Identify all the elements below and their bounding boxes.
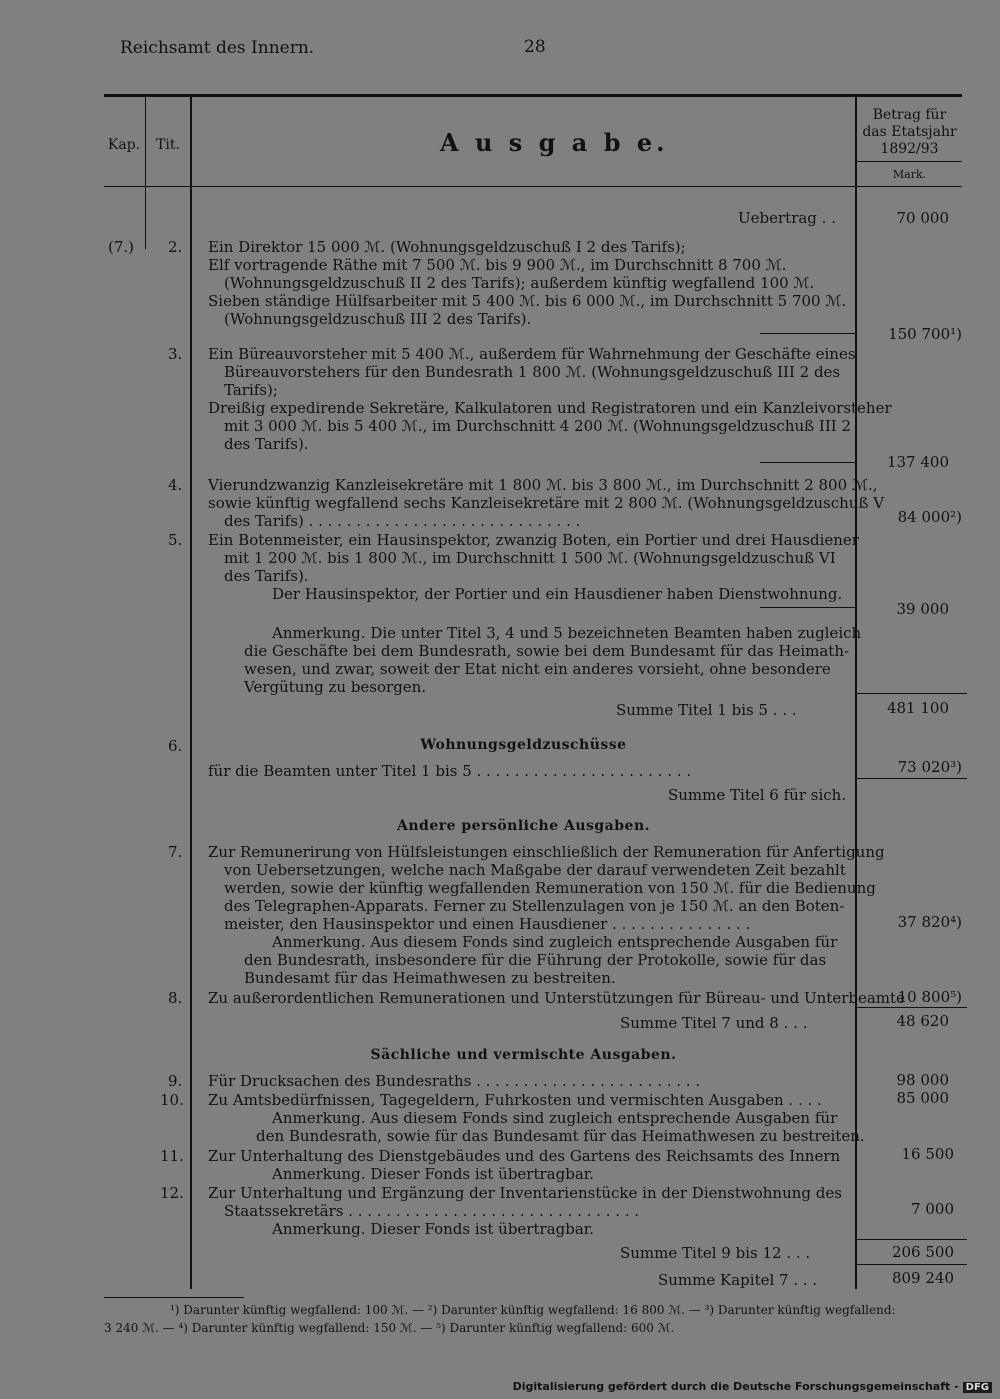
titel-9-amount: 98 000 <box>896 1071 949 1089</box>
section-heading-saechliche: Sächliche und vermischte Ausgaben. <box>370 1047 677 1063</box>
titel-6-line: für die Beamten unter Titel 1 bis 5 . . . . . . . . . . . . . . . . . . . . . . . <box>208 762 692 780</box>
titel-4-line: Vierundzwanzig Kanzleisekretäre mit 1 800 ℳ. bis 3 800 ℳ., im Durchschnitt 2 800 ℳ., <box>208 476 878 494</box>
table-title: A u s g a b e. <box>440 128 669 157</box>
titel-5-bracket-rule <box>760 607 855 608</box>
titel-8-no: 8. <box>168 989 183 1007</box>
titel-2-line: Ein Direktor 15 000 ℳ. (Wohnungsgeldzuschuß I 2 des Tarifs); <box>208 238 686 256</box>
sum-titel-6-label: Summe Titel 6 für sich. <box>668 786 847 804</box>
titel-11-line: Zur Unterhaltung des Dienstgebäudes und des Gartens des Reichsamts des Innern <box>208 1147 841 1165</box>
anmerkung-line: die Geschäfte bei dem Bundesrath, sowie bei dem Bundesamt für das Heimath- <box>244 642 850 660</box>
titel-11-amount: 16 500 <box>901 1145 954 1163</box>
running-head: Reichsamt des Innern. <box>120 38 315 58</box>
titel-7-line: des Telegraphen-Apparats. Ferner zu Stellenzulagen von je 150 ℳ. an den Boten- <box>224 897 845 915</box>
titel-7-line: von Uebersetzungen, welche nach Maßgabe der darauf verwendeten Zeit bezahlt <box>224 861 846 879</box>
sum-kapitel-label: Summe Kapitel 7 . . . <box>658 1271 818 1289</box>
titel-4-line: des Tarifs) . . . . . . . . . . . . . . . . . . . . . . . . . . . . . <box>224 512 581 530</box>
sum-rule <box>857 1007 967 1008</box>
sum-titel-7-8-label: Summe Titel 7 und 8 . . . <box>620 1014 808 1032</box>
sum-kapitel-amount: 809 240 <box>891 1269 954 1287</box>
sum-rule <box>857 1239 967 1240</box>
titel-10-no: 10. <box>160 1091 184 1109</box>
titel-3-line: Tarifs); <box>224 381 278 399</box>
titel-12-no: 12. <box>160 1184 184 1202</box>
titel-7-anmerkung: Bundesamt für das Heimathwesen zu bestreiten. <box>244 969 616 987</box>
anmerkung-line: wesen, und zwar, soweit der Etat nicht ein anderes vorsieht, ohne besondere <box>244 660 831 678</box>
top-rule-thick <box>104 94 962 97</box>
titel-10-anmerkung: Anmerkung. Aus diesem Fonds sind zugleich entsprechende Ausgaben für <box>272 1109 838 1127</box>
titel-10-line: Zu Amtsbedürfnissen, Tagegeldern, Fuhrkosten und vermischten Ausgaben . . . . <box>208 1091 822 1109</box>
titel-2-line: Elf vortragende Räthe mit 7 500 ℳ. bis 9 900 ℳ., im Durchschnitt 8 700 ℳ. <box>208 256 787 274</box>
titel-2-no: 2. <box>168 238 183 256</box>
titel-3-line: Dreißig expedirende Sekretäre, Kalkulatoren und Registratoren und ein Kanzleivorsteher <box>208 399 892 417</box>
sum-titel-9-12-amount: 206 500 <box>891 1243 954 1261</box>
titel-7-line: Zur Remunerirung von Hülfsleistungen einschließlich der Remuneration für Anfertigung <box>208 843 885 861</box>
sum-titel-1-5-label: Summe Titel 1 bis 5 . . . <box>616 701 797 719</box>
titel-3-line: des Tarifs). <box>224 435 309 453</box>
footnote-line: 3 240 ℳ. — ⁴) Darunter künftig wegfallend: 150 ℳ. — ⁵) Darunter künftig wegfallend: 600 ℳ. <box>104 1321 675 1335</box>
kapitel-number: (7.) <box>108 238 135 256</box>
titel-3-no: 3. <box>168 345 183 363</box>
col-head-betrag-1: Betrag für <box>872 107 947 123</box>
sum-rule <box>857 693 967 694</box>
titel-2-line: (Wohnungsgeldzuschuß III 2 des Tarifs). <box>224 310 532 328</box>
titel-10-amount: 85 000 <box>896 1089 949 1107</box>
section-heading-wohnungsgeld: Wohnungsgeldzuschüsse <box>420 737 627 753</box>
titel-5-line: Ein Botenmeister, ein Hausinspektor, zwanzig Boten, ein Portier und drei Hausdiener <box>208 531 859 549</box>
uebertrag-amount: 70 000 <box>896 209 949 227</box>
col-head-tit: Tit. <box>156 137 180 153</box>
titel-2-line: Sieben ständige Hülfsarbeiter mit 5 400 ℳ. bis 6 000 ℳ., im Durchschnitt 5 700 ℳ. <box>208 292 847 310</box>
titel-12-line: Staatssekretärs . . . . . . . . . . . . . . . . . . . . . . . . . . . . . . . <box>224 1202 640 1220</box>
titel-8-amount: 10 800⁵) <box>897 988 962 1006</box>
titel-2-bracket-rule <box>760 333 855 334</box>
page-number: 28 <box>524 37 546 57</box>
sum-titel-1-5-amount: 481 100 <box>886 699 949 717</box>
sum-rule <box>857 778 967 779</box>
titel-12-amount: 7 000 <box>911 1200 954 1218</box>
titel-3-line: mit 3 000 ℳ. bis 5 400 ℳ., im Durchschnitt 4 200 ℳ. (Wohnungsgeldzuschuß III 2 <box>224 417 852 435</box>
titel-5-line: mit 1 200 ℳ. bis 1 800 ℳ., im Durchschnitt 1 500 ℳ. (Wohnungsgeldzuschuß VI <box>224 549 836 567</box>
titel-4-no: 4. <box>168 476 183 494</box>
titel-2-amount: 150 700¹) <box>888 325 962 343</box>
titel-7-anmerkung: den Bundesrath, insbesondere für die Führung der Protokolle, sowie für das <box>244 951 827 969</box>
anmerkung-line: Vergütung zu besorgen. <box>244 678 427 696</box>
titel-5-line: Der Hausinspektor, der Portier und ein Hausdiener haben Dienstwohnung. <box>272 585 843 603</box>
titel-2-line: (Wohnungsgeldzuschuß II 2 des Tarifs); außerdem künftig wegfallend 100 ℳ. <box>224 274 815 292</box>
col-head-kap: Kap. <box>107 137 141 153</box>
titel-7-amount: 37 820⁴) <box>897 913 962 931</box>
col-head-betrag-2: das Etatsjahr <box>862 124 957 140</box>
titel-7-line: meister, den Hausinspektor und einen Hausdiener . . . . . . . . . . . . . . . <box>224 915 751 933</box>
betrag-head-rule <box>857 161 962 162</box>
titel-9-no: 9. <box>168 1072 183 1090</box>
col-head-betrag-3: 1892/93 <box>880 141 939 157</box>
titel-7-anmerkung: Anmerkung. Aus diesem Fonds sind zugleich entsprechende Ausgaben für <box>272 933 838 951</box>
titel-10-anmerkung: den Bundesrath, sowie für das Bundesamt für das Heimathwesen zu bestreiten. <box>256 1127 865 1145</box>
col-divider-tit <box>190 97 192 1289</box>
dfg-credit-text: Digitalisierung gefördert durch die Deutsche Forschungsgemeinschaft - <box>512 1380 959 1393</box>
titel-6-no: 6. <box>168 737 183 755</box>
titel-8-line: Zu außerordentlichen Remunerationen und Unterstützungen für Büreau- und Unterbeamte <box>208 989 905 1007</box>
sum-rule <box>857 1264 967 1265</box>
titel-9-line: Für Drucksachen des Bundesraths . . . . . . . . . . . . . . . . . . . . . . . . <box>208 1072 701 1090</box>
footnote-line: ¹) Darunter künftig wegfallend: 100 ℳ. — ²) Darunter künftig wegfallend: 16 800 ℳ. — ³) Darunter künftig wegfallend: <box>170 1303 896 1317</box>
titel-5-no: 5. <box>168 531 183 549</box>
head-bottom-rule <box>104 186 962 187</box>
titel-3-bracket-rule <box>760 462 855 463</box>
sum-titel-7-8-amount: 48 620 <box>896 1012 949 1030</box>
titel-11-no: 11. <box>160 1147 184 1165</box>
titel-6-amount: 73 020³) <box>897 758 962 776</box>
titel-12-line: Anmerkung. Dieser Fonds ist übertragbar. <box>272 1220 595 1238</box>
titel-4-amount: 84 000²) <box>897 508 962 526</box>
dfg-logo: DFG <box>963 1382 992 1393</box>
col-divider-kap <box>145 97 146 249</box>
titel-7-no: 7. <box>168 843 183 861</box>
section-heading-andere: Andere persönliche Ausgaben. <box>396 818 651 834</box>
titel-7-line: werden, sowie der künftig wegfallenden Remuneration von 150 ℳ. für die Bedienung <box>224 879 876 897</box>
table-bottom-rule <box>104 1297 244 1298</box>
col-head-mark: Mark. <box>892 168 927 181</box>
titel-5-amount: 39 000 <box>896 600 949 618</box>
uebertrag-label: Uebertrag . . <box>738 209 836 227</box>
titel-3-line: Ein Büreauvorsteher mit 5 400 ℳ., außerdem für Wahrnehmung der Geschäfte eines <box>208 345 856 363</box>
titel-4-line: sowie künftig wegfallend sechs Kanzleisekretäre mit 2 800 ℳ. (Wohnungsgeldzuschuß V <box>208 494 885 512</box>
titel-3-amount: 137 400 <box>886 453 949 471</box>
titel-5-line: des Tarifs). <box>224 567 309 585</box>
dfg-credit <box>513 1380 992 1393</box>
titel-3-line: Büreauvorstehers für den Bundesrath 1 800 ℳ. (Wohnungsgeldzuschuß III 2 des <box>224 363 841 381</box>
titel-11-line: Anmerkung. Dieser Fonds ist übertragbar. <box>272 1165 595 1183</box>
anmerkung-line: Anmerkung. Die unter Titel 3, 4 und 5 bezeichneten Beamten haben zugleich <box>272 624 862 642</box>
sum-titel-9-12-label: Summe Titel 9 bis 12 . . . <box>620 1244 811 1262</box>
titel-12-line: Zur Unterhaltung und Ergänzung der Inventarienstücke in der Dienstwohnung des <box>208 1184 842 1202</box>
